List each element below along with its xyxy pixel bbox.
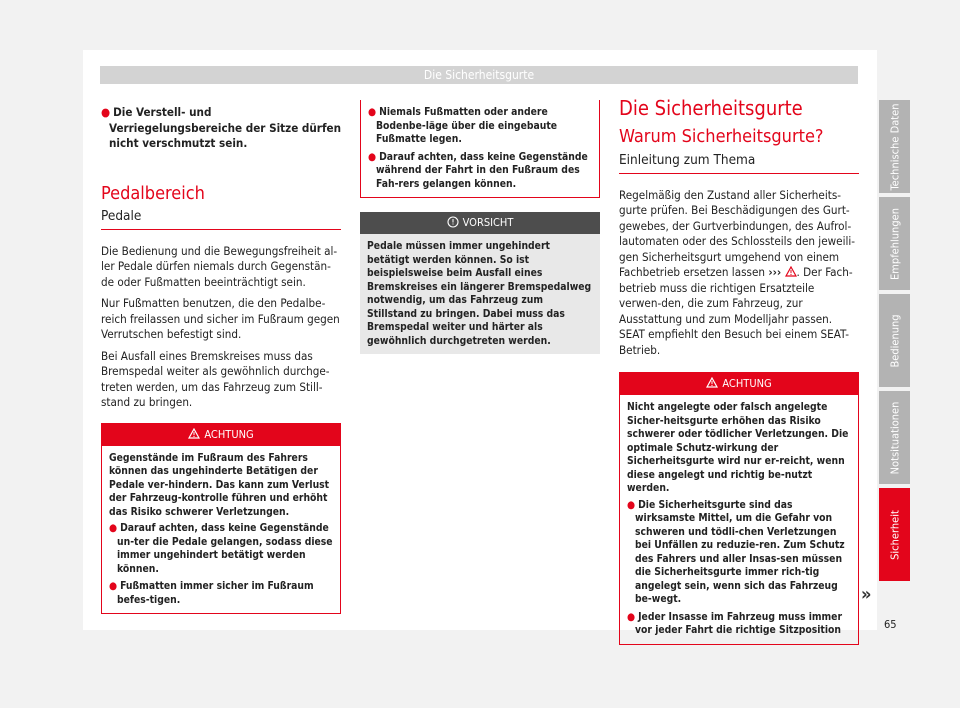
tab-technische-daten[interactable]: Technische Daten bbox=[879, 100, 910, 193]
info-circle-icon bbox=[447, 216, 459, 228]
warning-box bbox=[619, 372, 859, 645]
chapter-title: Die Sicherheitsgurte bbox=[619, 96, 803, 120]
bullet-icon: ● bbox=[368, 150, 377, 163]
page-header: Die Sicherheitsgurte bbox=[100, 66, 858, 84]
tab-notsituationen[interactable]: Notsituationen bbox=[879, 391, 910, 484]
caution-header: VORSICHT bbox=[360, 212, 600, 234]
list-item: ● Fußmatten immer sicher im Fußraum befes-tigen. bbox=[109, 580, 314, 606]
column-left bbox=[101, 105, 341, 614]
section-title: Warum Sicherheitsgurte? bbox=[619, 125, 824, 147]
tab-sicherheit[interactable]: Sicherheit bbox=[879, 488, 910, 581]
list-item: ● Darauf achten, dass keine Gegenstände während der Fahrt in den Fußraum des Fah-rers gelangen können. bbox=[368, 150, 588, 190]
bullet-icon: ● bbox=[627, 498, 636, 511]
continue-mark: » bbox=[861, 584, 872, 605]
paragraph: Regelmäßig den Zustand aller Sicherheits-gurte prüfen. Bei Beschädigungen des Gurt-gewebes, der Gurtverbindungen, des Aufrol-lautomaten oder des Schlossteils den jeweili-gen Sicherheitsgurt umgehend von einem Fachbetrieb ersetzen lassen ››› . Der Fach-betrieb muss die richtigen Ersatzteile verwen-den, die zum Fahrzeug, zur Ausstattung und zum Modelljahr passen. SEAT empfiehlt den Besuch bei einem SEAT-Betrieb. bbox=[619, 187, 856, 357]
subsection-title: Einleitung zum Thema bbox=[619, 153, 859, 174]
reference-arrows: ››› bbox=[768, 265, 782, 279]
paragraph: Nur Fußmatten benutzen, die den Pedalbe-reich freilassen und sicher im Fußraum gegen Verrutschen befestigt sind. bbox=[101, 296, 340, 341]
warning-text: Gegenstände im Fußraum des Fahrers können das ungehinderte Betätigen der Pedale ver-hindern. Das kann zum Verlust der Fahrzeug-kontrolle führen und erhöht das Risiko schwerer Verletzungen. bbox=[109, 451, 330, 518]
list-item: ● Niemals Fußmatten oder andere Bodenbe-läge über die eingebaute Fußmatte legen. bbox=[368, 106, 558, 145]
section-title: Pedalbereich bbox=[101, 182, 205, 204]
list-item: ● Jeder Insasse im Fahrzeug muss immer vor jeder Fahrt die richtige Sitzposition bbox=[627, 610, 843, 636]
list-item: ● Die Verstell- und Verriegelungsbereiche der Sitze dürfen nicht verschmutzt sein. bbox=[101, 105, 341, 150]
warning-continued-box bbox=[360, 100, 600, 198]
warning-header: ACHTUNG bbox=[102, 424, 340, 446]
page-number: 65 bbox=[884, 618, 897, 631]
column-right bbox=[619, 96, 859, 645]
tab-bedienung[interactable]: Bedienung bbox=[879, 294, 910, 387]
paragraph: Die Bedienung und die Bewegungsfreiheit al-ler Pedale dürfen niemals durch Gegenstän-de oder Fußmatten beeinträchtigt sein. bbox=[101, 243, 338, 289]
bullet-icon: ● bbox=[109, 522, 118, 534]
bullet-icon: ● bbox=[627, 610, 636, 623]
bullet-icon: ● bbox=[101, 105, 111, 119]
warning-header: ACHTUNG bbox=[620, 373, 858, 395]
paragraph: Bei Ausfall eines Bremskreises muss das Bremspedal weiter als gewöhnlich durchge-treten werden, um das Fahrzeug zum Still-stand zu bringen. bbox=[101, 348, 330, 409]
list-item: ● Die Sicherheitsgurte sind das wirksamste Mittel, um die Gefahr von schweren und tödli-chen Verletzungen bei Unfällen zu reduzie-ren. Zum Schutz des Fahrers und aller Insas-sen müssen die Sicherheitsgurte immer rich-tig angelegt sein, wenn sich das Fahrzeug be-wegt. bbox=[627, 498, 845, 605]
warning-text: Nicht angelegte oder falsch angelegte Sicher-heitsgurte erhöhen das Risiko schwerer oder tödlicher Verletzungen. Die optimale Schutz-wirkung der Sicherheitsgurte wird nur er-reicht, wenn diese angelegt und richtig be-nutzt werden. bbox=[627, 401, 849, 494]
bullet-icon: ● bbox=[109, 580, 118, 592]
tab-empfehlungen[interactable]: Empfehlungen bbox=[879, 197, 910, 290]
column-middle bbox=[360, 100, 600, 354]
subsection-title: Pedale bbox=[101, 209, 341, 230]
caution-box bbox=[360, 212, 600, 354]
warning-triangle-icon bbox=[188, 428, 200, 439]
bullet-icon: ● bbox=[368, 106, 377, 118]
list-item: ● Darauf achten, dass keine Gegenstände un-ter die Pedale gelangen, sodass diese immer ungehindert betätigt werden können. bbox=[109, 522, 333, 575]
warning-triangle-icon bbox=[706, 377, 718, 388]
warning-triangle-icon bbox=[785, 266, 797, 277]
caution-text: Pedale müssen immer ungehindert betätigt werden können. So ist beispielsweise beim Ausfall eines Bremskreises ein längerer Bremspedalweg notwendig, um das Fahrzeug zum Stillstand zu bringen. Dabei muss das Bremspedal weiter und härter als gewöhnlich durchgetreten werden. bbox=[367, 240, 592, 347]
warning-box bbox=[101, 423, 341, 615]
